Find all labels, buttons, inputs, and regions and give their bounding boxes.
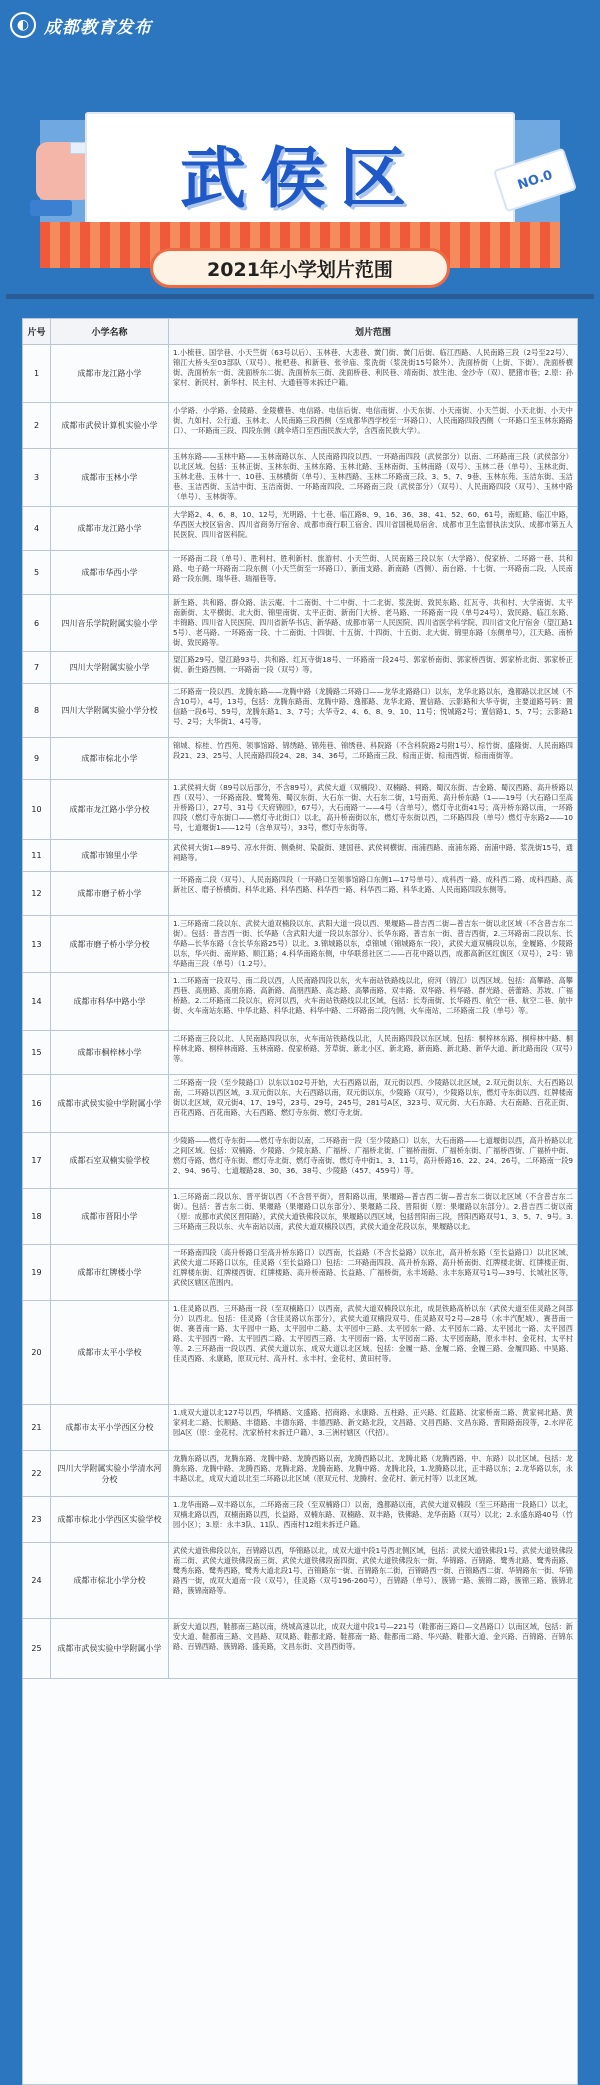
- row-number: 19: [23, 1245, 51, 1300]
- zoning-range: 1.小梳巷、国学巷、小天竺街（63号以后）、玉林巷、大悲巷、黉门街、黉门后街、临江西路、人民南路三段（2号至22号）、锦江大桥头至03部队（双号）、枇杷巷、和新巷、张爷庙、浆洗街（浆洗街15号除外）、洗面桥街（上街、下街）、洗面桥横街、洗面桥东一街、洗面桥东二街、洗面桥东三街、洗面桥巷、利民巷、靖南街、放生池、金沙寺（双）、肥猪市巷；2.原：孙家村、新民村、新华村、民主村、大通巷等未拆迁户籍。: [173, 348, 573, 387]
- table-row: [23, 595, 577, 652]
- school-name: 成都市锦里小学: [51, 840, 169, 871]
- table-row: [23, 652, 577, 684]
- zoning-range: 新安大道以西，鞋都南三路以南，绕城高速以北，成双大道中段1号—221号（鞋都南三路口—文昌路口）以南区域，包括：新安大道、鞋都南三路、文昌路、双凤路、鞋都北路、鞋都南一路、鞋都南二路、华兴路、鞋都大道、金兴路、百锦路、百锦东路、百锦西路、簇锦路、盛美路，文昌东街、文昌西街等。: [173, 1622, 573, 1651]
- table-row: [23, 1543, 577, 1619]
- school-name: 成都市棕北小学分校: [51, 1543, 169, 1618]
- zoning-range: 小学路、小学路、金陵路、金陵横巷、电信路、电信后街、电信南街、小天东街、小天南街、小天竺街、小天北街、小天中街、九如村、公行道、玉林北、人民南路三段西侧（至成都华西学校至一环路口）、人民南路四段西侧（一环路口至玉林东路路口）、一环路南三段、四段东侧（跳伞塔口至西南民族大学，含西南民族大学）。: [173, 406, 573, 435]
- row-number: 15: [23, 1031, 51, 1074]
- table-row: [23, 1075, 577, 1133]
- school-name: 成都市武侯实验中学附属小学: [51, 1075, 169, 1132]
- school-name: 成都市磨子桥小学分校: [51, 916, 169, 972]
- table-row: [23, 551, 577, 595]
- zoning-range: 1.武侯祠大街（89号以后部分，不含89号），武侯大道（双楠段）、双楠路、祠路、蜀汉东街、吉金路、蜀汉西路、高升桥路以西（双号）、一环路南段、鹭鸶苑、蜀汉东街、大石东一街、大石东二街，1号南苑、高升桥东路（1——19号（大石路口至高升桥路口），27号、31号《天府锦园》，67号），大石南路一——4号（含单号），燃灯寺北街41号；高升桥东路以南，一环路四段（燃灯寺东街口——燃灯寺北街口）以北，高升桥南街以东，燃灯寺东街以西，二环路四段（单号）燃灯寺东路2——10号，七道堰街1——12号（含单双号），33号，燃灯寺东街等。: [173, 783, 573, 832]
- row-number: 8: [23, 684, 51, 737]
- subtitle-ribbon: [150, 248, 450, 288]
- zoning-range: 少陵路——燃灯寺东街——燃灯寺东街以南，二环路南一段（至少陵路口）以东，大石南路——七道堰街以西，高升桥路以北之间区域。包括：双楠路、少陵路、少陵东路、广福桥、广福桥北街、广福桥南街、广福桥东街、广福桥西街、广福桥中街、燃灯寺路、燃灯寺东街、燃灯寺北街、燃灯寺南街、燃灯寺中街1、3、11号，高升桥路16、22、24、26号，二环路南一段92、94、96号、七道堰路28、30、36、38号、少陵路（457、459号）等。: [173, 1136, 573, 1175]
- school-name: 成都市华西小学: [51, 551, 169, 594]
- row-number: 13: [23, 916, 51, 972]
- zoning-range: 新生路、共和路、群众路、法云庵、十二南街、十二中街、十二北街、浆洗街、致民东路、红瓦寺、共和村、大学南街、太平南新街、太平横街、北大街、锦里南街、太平正街、新南门大桥、老马路、一环路南一段（单号24号）、致民路、临江东路、丰锦路、四川省人民医院、四川省新华书店、新华路、成都市第一人民医院、四川省医学科学院、四川省文化厅宿舍（望江路15号）、老马路、一环路南一段、十二南街、十四街、十五街、十四街、十五街、北大街、锦里东路（东侧单号），江天路、南桥街、致民路等。: [173, 598, 573, 647]
- header-school: 小学名称: [51, 319, 169, 344]
- table-row: [23, 1619, 577, 1679]
- header-range: 划片范围: [354, 328, 391, 338]
- row-number: 7: [23, 652, 51, 683]
- school-name: 成都市棕北小学: [51, 738, 169, 779]
- zoning-range: 一环路南二段（双号）、人民南路四段（一环路口至领事馆路口东侧1—17号单号）、成科西一路、成科西二路、成科西路、高新社区、磨子桥横街、科华北路、科华西路、科华西一路、科华西二路、科华北路、人民南路四段东侧等。: [173, 875, 573, 894]
- zoning-range: 1.佳灵路以西、三环路南一段（至双楠路口）以西南，武侯大道双楠段以东北，成昆铁路高桥以东（武侯大道至佳灵路之间部分）以西北。包括：佳灵路（含佳灵路以东部分），武侯大道双楠段双号、佳灵路双号2号—28号（永丰汽配城）、赛普南一街、赛普南一路、太平园中一路、太平园中二路、太平园中三路、太平园东一路、太平园东二路、太平园北一路、太平园西路、太平园西一路、太平园西二路、太平园西三路、太平园南一路、太平园南二路、太平园南路，原永丰村、金花村、太平村等。2.三环路南一段以西、武侯大道以东、成双大道以北区域。包括：金履一路、金履二路、金履三路、金履四路、中昊路、佳灵西路、永康路，原双元村、高升村、永丰村、金花村、黄田村等。: [173, 1304, 573, 1363]
- row-number: 11: [23, 840, 51, 871]
- hero-banner: [0, 50, 600, 280]
- table-row: [23, 872, 577, 916]
- zoning-range: 二环路南一段（至少陵路口）以东以102号开始，大石西路以南，双元街以西、少陵路以北区域，2.双元街以东、大石西路以南，二环路以西区域，3.双元街以东、大石西路以南，双元街以东，少陵路（双号），少陵路以东，燃灯寺东街以西、红牌楼南街以北区域，双元街4、17、19号，23号、29号，245号，281号A区，323号、双元街、大石东路、大石南路、百花正街、百花西路、百花南路、大石西路、燃灯寺东街、燃灯寺北街。: [173, 1078, 573, 1117]
- row-number: 5: [23, 551, 51, 594]
- row-number: 1: [23, 345, 51, 402]
- school-name: 四川大学附属实验小学清水河分校: [51, 1451, 169, 1496]
- zoning-range: 1.三环路南二段以东、晋平街以西（不含晋平街），晋阳路以南，果堰路—普吉西二街—普吉东二街以北区域（不含普吉东二街）。包括：普吉东二街、果堰路（果堰路口以东部分）、果堰路二段、晋阳街（原：果堰路以东部分）。2.普吉西二街以南（原：成都市武侯区晋阳路），武侯大道铁佛段以东，果堰路以西区域，包括晋阳南三段，晋阳西路双号1、3、5、7、9号。3.三环路南三段以东、火车南站以南，武侯大道双楠段以西，武侯大道金花段以东，果堰路以北。: [173, 1192, 573, 1231]
- zoning-range: 1.二环路南一段双号、南二段以西，人民南路四段以东，火车南站铁路线以北，府河（锦江）以西区域。包括：高攀路、高攀西巷、高朋路、高朋东路、高新路、高朋西路、高志路、高攀南路、双丰路、双华路、科华路、群光路、蓓蕾路、苏坡、广福桥路。2.二环路南二段以东，府河以西，火车南站铁路线以北区域，包括：长寿南街、长华路西、航空一巷、航空二巷、航中街、火车南站东路、中华北路、科华北路、科华中路、二环路南二段内侧、火车南站，二环路南二段（单号）等。: [173, 976, 573, 1015]
- school-name: 成都市武侯实验中学附属小学: [51, 1619, 169, 1678]
- zoning-range: 望江路29号、望江路93号、共和路、红瓦寺街18号、一环路南一段24号、郭家桥南街、郭家桥西街、郭家桥北街、郭家桥正街、新生路西侧、一环路南一段（双号）等。: [173, 655, 573, 674]
- zoning-range: 二环路南三段以北、人民南路四段以东，火车南站铁路线以北，人民南路四段以东区域。包括：桐梓林东路、桐梓林中路、桐梓林北路、桐梓林南路、玉林南路、倪家桥路、芳草街、新北小区、新北路、新南路、新北路、新华大道、新北路南段（双号）等。: [173, 1034, 573, 1063]
- zoning-range: 1.三环路南二段以东、武侯大道双楠段以东、武阳大道一段以西、果堰路—普吉西二街—普吉东一街以北区域（不含普吉东二街）。包括：普吉西一街、长华路（含武阳大道一段以东部分）、长华东路、普吉东一街、普吉西街，2.三环路南二段以东、长华路—长华东路（含长华东路25号）以北。3.锦城路以东，卓锦城（锦城路东一段），武侯大道双楠段以东，金履路、少陵路以东，华兴街、南岸路、顺江路；4.科华南路东侧，中华联慈社区二——百花中路以西，成都高新区红旗区（双号），2号：锦华路南三段（单号）（1.2号）。: [173, 919, 573, 968]
- page-subtitle: 2021年小学划片范围: [207, 258, 393, 281]
- table-row: [23, 1497, 577, 1543]
- school-name: 成都市桐梓林小学: [51, 1031, 169, 1074]
- zoning-range: 1.龙华南路—双丰路以东，二环路南三段（至双楠路口）以南，逸都路以南，武侯大道双楠段（至三环路南一段路口）以北，双楠北路以西，双楠南路以西，长益路、双楠东路、双楠路、双丰路，铁佛路、龙华南路（双号）以北；2.永盛东路40号（竹园小区）；3.原：永丰3队、11队、西南村12组未拆迁户籍。: [173, 1500, 573, 1529]
- row-number: 25: [23, 1619, 51, 1678]
- school-name: 成都市晋阳小学: [51, 1189, 169, 1244]
- row-number: 2: [23, 403, 51, 448]
- row-number: 18: [23, 1189, 51, 1244]
- school-name: 成都市太平小学校: [51, 1301, 169, 1404]
- school-name: 成都市科华中路小学: [51, 973, 169, 1030]
- zoning-range: 二环路南一段以西、龙腾东路——龙腾中路（龙腾路二环路口——龙华北路路口）以东，龙华北路以东，逸都路以北区域（不含10号），4号，13号，包括：龙腾东路南、龙腾中路、逸都路、龙华北路、置信路、云影路和大华寺街，主要道路号码：置信路一段6号、59号，龙腾东路1、3、7号；大华寺2、4、6、8、9、10、11号；悦城路2号；置信路1、5、7号；云影路1号、2号；大华街1、4号等。: [173, 687, 573, 726]
- row-number: 22: [23, 1451, 51, 1496]
- table-row: [23, 449, 577, 507]
- brand-name: 成都教育发布: [44, 17, 152, 38]
- ticket-text: NO.0: [515, 167, 555, 193]
- zoning-range: 一环路南四段（高升桥路口至高升桥东路口）以西南，长益路（不含长益路）以东北，高升桥东路（至长益路口）以北区域、武侯大道二环路口以东，佳灵路（至长益路口）包括：二环路南四段、高升桥东路、高升桥南街、红牌楼北街、红牌楼正街、红牌楼东街、红牌楼西街、红牌楼路、高升桥南路、长益路、广福桥街，永丰场路、永丰东路双号1号—39号、长城社区等，武侯区辖区范围内。: [173, 1248, 573, 1287]
- table-row: [23, 780, 577, 840]
- table-row: [23, 507, 577, 551]
- school-name: 成都市磨子桥小学: [51, 872, 169, 915]
- row-number: 10: [23, 780, 51, 839]
- thumbs-up-cuff: [30, 200, 72, 216]
- zoning-range: 大学路2、4、6、8、10、12号，光明路、十七巷、临江路8、9、16、36、38、41、52、60、61号，南虹路、临江中路，华西医大校区宿舍、四川省商务厅宿舍、成都市商行职工宿舍、四川省国税局宿舍、成都市卫生监督执法支队、成都市第五人民医院、四川省医科院。: [173, 510, 573, 539]
- table-body: [23, 345, 577, 1679]
- header-number: 片号: [23, 319, 51, 344]
- school-name: 四川大学附属实验小学: [51, 652, 169, 683]
- zoning-range: 武侯大道铁佛段以东，百锦路以西，华锦路以北，成双大道中段1号西北侧区域，包括：武侯大道铁佛段1号、武侯大道铁佛段南二街、武侯大道铁佛段南三街、武侯大道铁佛段南四街、武侯大道铁佛段东一街、华锦路、百锦路、鹭秀北路、鹭秀南路、鹭秀东路、鹭秀西路，鹭秀大道北段1号、百锦路东一街、百锦路东二街，百锦路西一街、百锦路西二街、华锦路东一街、华锦路西一街，成双大道南一段（双号），佳灵路（双号196-260号），百锦路（单号）、簇锦一路、簇锦二路，簇锦三路、簇锦北路，簇锦南路等。: [173, 1546, 573, 1595]
- school-name: 成都市太平小学西区分校: [51, 1405, 169, 1450]
- table-row: [23, 1133, 577, 1189]
- zoning-range: 龙腾东路以西，龙腾东路、龙腾中路、龙腾西路以南，龙腾西路以北、龙腾北路（龙腾西路、中、东路）以北区域。包括：龙腾东路、龙腾中路、龙腾西路、龙腾北路、龙腾南路、龙腾中路、龙腾北段，1.龙腾路以北，正丰路以东；2.龙华路以东，永丰路以北，成双大道以北至二环路以北区域（原双元村、龙腾村、金花村、新元村等）以北区域。: [173, 1454, 573, 1483]
- row-number: 4: [23, 507, 51, 550]
- zoning-range: 一环路南二段（单号）、胜利村、胜利新村、旅游村、小天竺街、人民南路三段以东（大学路）、倪家桥、二环路一巷、共和路、电子路一环路南二段东侧（小天竺街至一环路口）、新南支路、新南路（西侧）、南台路、十七街、一环路南二段、人民南路一段东侧、瑞华巷、瑞福巷等。: [173, 554, 573, 583]
- logo-glyph: ◐: [16, 17, 30, 33]
- row-number: 16: [23, 1075, 51, 1132]
- top-bar: [0, 0, 600, 50]
- table-row: [23, 738, 577, 780]
- zoning-range: 锦城、棕桂、竹西苑、领事馆路、锦绣路、锦苑巷、锦绣巷、科院路（不含科院路2号附1号）、棕竹街、盛隆街、人民南路四段21、23、25号、人民南路四段24、28、34、36号，二环路南三段、棕南正街、棕南西街、棕南南街等。: [173, 741, 573, 760]
- zoning-table: [22, 318, 578, 2085]
- table-row: [23, 1301, 577, 1405]
- school-name: 成都市龙江路小学: [51, 507, 169, 550]
- table-row: [23, 403, 577, 449]
- table-row: [23, 840, 577, 872]
- school-name: 成都市棕北小学西区实验学校: [51, 1497, 169, 1542]
- zoning-range: 玉林东路——玉林中路——玉林南路以东、人民南路四段以西、一环路南四段（武侯部分）以南、二环路南三段（武侯部分）以北区域。包括：玉林正街、玉林东街、玉林东路、玉林北路、玉林南街、玉林南路（双号）、玉林二巷（单号）、玉林北街、玉林北巷、玉林十一、10巷、玉林横街（单号）、玉林西路、玉林二环路南三段、3、5、7、9巷、玉林东苑、玉洁东街、玉洁巷、玉洁西街、玉洁中街、玉洁南街、一环路南四段、二环路南三段（武侯部分）（双号）、人民南路四段（双号）、玉林中路（单号）、玉林街等。: [173, 452, 573, 501]
- district-title: 武侯区: [180, 139, 420, 217]
- table-row: [23, 1245, 577, 1301]
- school-name: 成都市武侯计算机实验小学: [51, 403, 169, 448]
- table-row: [23, 684, 577, 738]
- school-name: 四川大学附属实验小学分校: [51, 684, 169, 737]
- row-number: 14: [23, 973, 51, 1030]
- school-name: 成都市龙江路小学分校: [51, 780, 169, 839]
- row-number: 9: [23, 738, 51, 779]
- table-row: [23, 973, 577, 1031]
- row-number: 12: [23, 872, 51, 915]
- school-name: 成都市红牌楼小学: [51, 1245, 169, 1300]
- row-number: 6: [23, 595, 51, 651]
- row-number: 3: [23, 449, 51, 506]
- row-number: 17: [23, 1133, 51, 1188]
- table-row: [23, 1451, 577, 1497]
- school-name: 成都石室双楠实验学校: [51, 1133, 169, 1188]
- row-number: 20: [23, 1301, 51, 1404]
- table-row: [23, 345, 577, 403]
- table-row: [23, 1405, 577, 1451]
- brand-logo-icon: [10, 12, 36, 38]
- school-name: 成都市玉林小学: [51, 449, 169, 506]
- table-row: [23, 1189, 577, 1245]
- district-sign: [85, 112, 515, 232]
- zoning-range: 1.成双大道以北127号以西，华栖路、文盛路、招商路、永康路、五柱路、正兴路、红蓝路、沈家桥南二路、黄家祠北路、黄家祠北二路、长顺路、丰德路、丰德东路、丰德西路、新文路北段，文昌路、文昌西路、文昌东路、晋阳路南段等，2.水岸花园A区（原：金花村、沈家桥村未拆迁户籍）、3.三洲村辖区（代招）。: [173, 1408, 573, 1437]
- table-row: [23, 1031, 577, 1075]
- section-divider: [6, 294, 594, 299]
- row-number: 21: [23, 1405, 51, 1450]
- row-number: 23: [23, 1497, 51, 1542]
- table-header: [23, 319, 577, 345]
- zoning-range: 武侯祠大街1—89号、凉水井街、侧桑树、染靛街、建国巷、武侯祠横街、南浦西路、南浦东路、南浦中路、浆洗街15号，通祠路等。: [173, 843, 573, 862]
- row-number: 24: [23, 1543, 51, 1618]
- table-row: [23, 916, 577, 973]
- school-name: 成都市龙江路小学: [51, 345, 169, 402]
- school-name: 四川音乐学院附属实验小学: [51, 595, 169, 651]
